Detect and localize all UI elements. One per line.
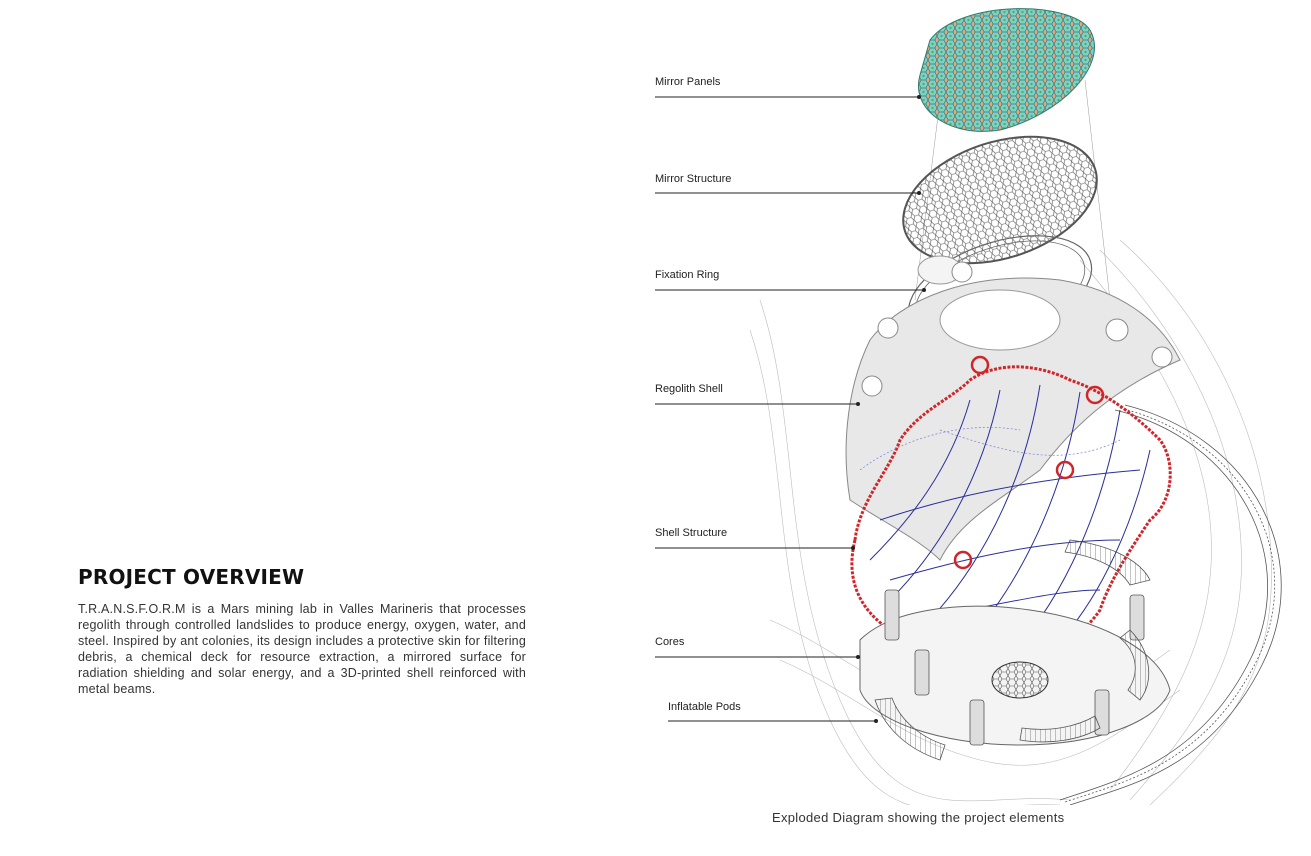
diagram-caption: Exploded Diagram showing the project elements [772,810,1065,825]
leader-cores [655,636,860,659]
leader-fixation-ring [655,269,926,292]
label-mirror-panels: Mirror Panels [655,76,721,88]
project-overview [78,565,526,697]
mirror-structure [887,114,1113,286]
leader-shell-structure [655,527,855,550]
label-mirror-structure: Mirror Structure [655,173,732,185]
leader-mirror-structure [655,173,921,195]
exploded-diagram [640,0,1311,805]
overview-body: T.R.A.N.S.F.O.R.M is a Mars mining lab in Valles Marineris that processes regolith through controlled landslides to produce energy, oxygen, water, and steel. Inspired by ant colonies, its design includes a protective skin for filtering debris, a chemical deck for resource extraction, a mirrored surface for radiation shielding and solar energy, and a 3D-printed shell reinforced with metal beams. [78,602,526,696]
leader-inflatable-pods [668,701,878,723]
label-shell-structure: Shell Structure [655,527,728,539]
leader-mirror-panels [655,76,921,99]
leader-regolith-shell [655,383,860,406]
overview-title: PROJECT OVERVIEW [78,565,305,589]
label-regolith-shell: Regolith Shell [655,383,723,395]
label-fixation-ring: Fixation Ring [655,269,720,281]
label-cores: Cores [655,636,685,648]
label-inflatable-pods: Inflatable Pods [668,701,741,713]
